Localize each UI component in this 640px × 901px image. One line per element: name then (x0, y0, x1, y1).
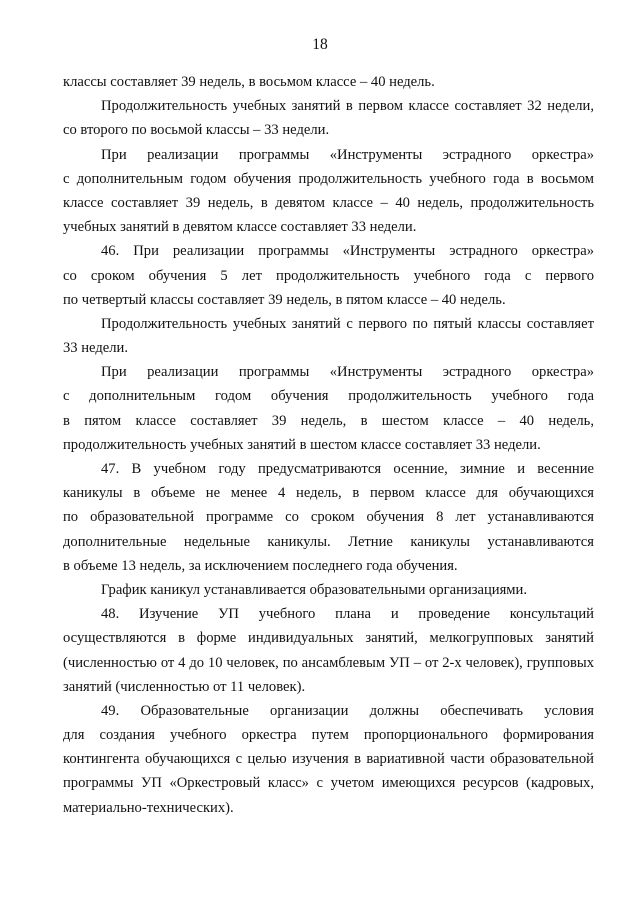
text-line: При реализации программы «Инструменты эстрадного оркестра» (101, 146, 594, 163)
text-line: со второго по восьмой классы – 33 недели. (63, 122, 330, 139)
page-number: 18 (312, 36, 328, 53)
text-line: 49. Образовательные организации должны обеспечивать условия (101, 702, 594, 719)
document-body (63, 70, 594, 820)
text-line: контингента обучающихся с целью изучения в вариативной части образовательной (63, 751, 594, 768)
text-line: с дополнительным годом обучения продолжительность учебного года в восьмом (63, 170, 594, 187)
text-line: для создания учебного оркестра путем пропорционального формирования (63, 727, 594, 744)
text-line: программы УП «Оркестровый класс» с учетом имеющихся ресурсов (кадровых, (63, 775, 594, 792)
text-line: График каникул устанавливается образовательными организациями. (101, 581, 527, 598)
text-line: в объеме 13 недель, за исключением последнего года обучения. (63, 557, 458, 574)
text-line: классе составляет 39 недель, в девятом классе – 40 недель, продолжительность (63, 194, 594, 211)
text-line: со сроком обучения 5 лет продолжительность учебного года с первого (63, 267, 594, 284)
text-line: в пятом классе составляет 39 недель, в шестом классе – 40 недель, (63, 412, 594, 429)
text-line: 33 недели. (63, 340, 128, 357)
text-line: (численностью от 4 до 10 человек, по ансамблевым УП – от 2-х человек), групповых (63, 654, 594, 671)
text-line: Продолжительность учебных занятий в первом классе составляет 32 недели, (101, 98, 594, 115)
text-line: занятий (численностью от 11 человек). (63, 678, 306, 695)
text-line: с дополнительным годом обучения продолжительность учебного года (63, 388, 594, 405)
text-line: классы составляет 39 недель, в восьмом классе – 40 недель. (63, 74, 435, 90)
text-line: дополнительные недельные каникулы. Летние каникулы устанавливаются (63, 533, 594, 550)
text-line: осуществляются в форме индивидуальных занятий, мелкогрупповых занятий (63, 630, 594, 647)
text-line: 48. Изучение УП учебного плана и проведение консультаций (101, 606, 594, 623)
text-line: материально-технических). (63, 799, 234, 816)
text-line: продолжительность учебных занятий в шестом классе составляет 33 недели. (63, 436, 541, 453)
text-line: Продолжительность учебных занятий с первого по пятый классы составляет (101, 315, 594, 332)
text-line: 46. При реализации программы «Инструменты эстрадного оркестра» (101, 243, 594, 260)
text-line: 47. В учебном году предусматриваются осенние, зимние и весенние (101, 461, 594, 477)
text-line: по образовательной программе со сроком обучения 8 лет устанавливаются (63, 509, 594, 526)
text-line: каникулы в объеме не менее 4 недель, в первом классе для обучающихся (63, 485, 594, 502)
text-line: по четвертый классы составляет 39 недель, в пятом классе – 40 недель. (63, 291, 506, 308)
text-line: учебных занятий в девятом классе составляет 33 недели. (63, 219, 417, 236)
text-line: При реализации программы «Инструменты эстрадного оркестра» (101, 364, 594, 381)
